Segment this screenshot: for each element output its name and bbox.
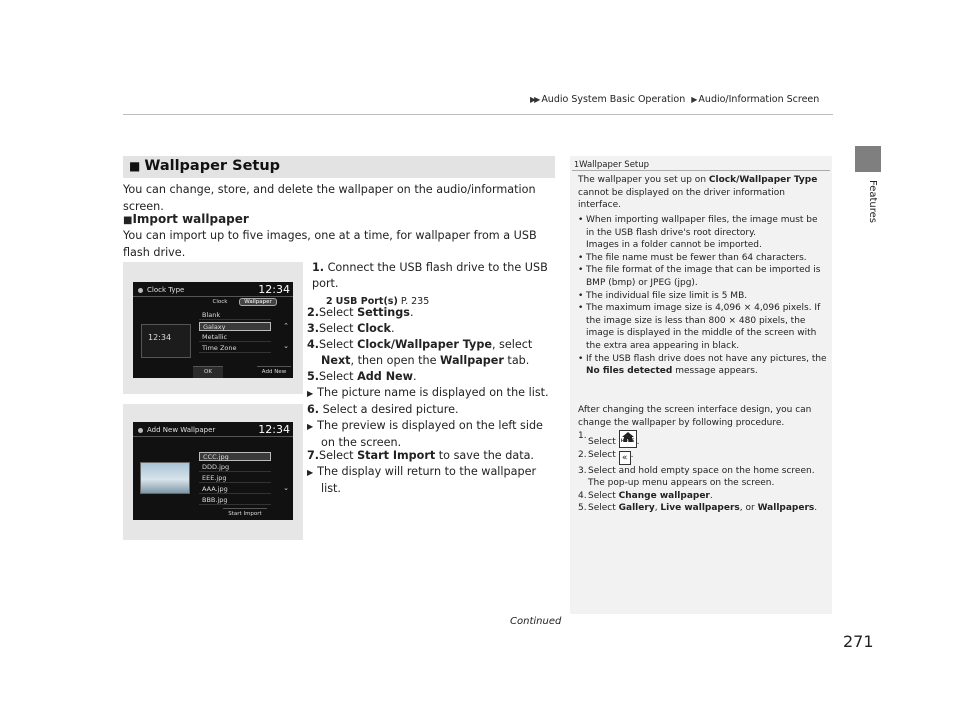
step-bold: Start Import: [357, 449, 436, 462]
step-bold: Clock: [357, 322, 391, 335]
screen-title-icon: [138, 288, 143, 293]
list-item[interactable]: Blank: [199, 311, 271, 320]
step-1: [312, 260, 552, 310]
step-4: [307, 337, 557, 369]
sidebar-step: 5. Select Gallery, Live wallpapers, or Wallpapers.: [578, 503, 818, 514]
step-text: Select: [319, 306, 358, 319]
bullet-item: [578, 353, 828, 378]
bullet-item: • The file name must be fewer than 64 characters.: [578, 252, 828, 265]
notes-sidebar: [570, 156, 832, 614]
step-text: to save the data.: [435, 449, 534, 462]
step-text: , then open the: [350, 354, 441, 367]
bullet-item: • The maximum image size is 4,096 × 4,096 pixels. If the image size is less than 800 × 480 pixels, the image is displayed in the middle of the screen with the extra area appearing in black.: [578, 302, 828, 352]
step-bold: Clock/Wallpaper Type: [357, 338, 492, 351]
list-item[interactable]: DDD.jpg: [199, 463, 271, 472]
section-square-icon: ■: [129, 159, 141, 173]
step-7: [307, 448, 557, 497]
step-text: Select a desired picture.: [322, 403, 459, 416]
sidebar-step: 4. Select Change wallpaper.: [578, 490, 713, 501]
list-item[interactable]: EEE.jpg: [199, 474, 271, 483]
continued-label: Continued: [510, 616, 562, 627]
step-number: 3.: [307, 322, 320, 335]
sidebar-step-text: Select: [588, 503, 619, 514]
step-bold: Next: [321, 354, 351, 367]
sidebar-step: 1. Select HOME .: [578, 431, 640, 447]
sidebar-title: [574, 160, 649, 170]
tab-clock[interactable]: Clock: [212, 299, 228, 305]
sidebar-step-text: , or: [739, 503, 758, 514]
import-heading-text: Import wallpaper: [132, 212, 249, 226]
step-text: Select: [319, 338, 358, 351]
sidebar-step: 2. Select « .: [578, 449, 634, 463]
sidebar-paragraph: After changing the screen interface design, you can change the wallpaper by following procedure.: [578, 405, 812, 428]
step-result-text: The preview is displayed on the left side on the screen.: [317, 419, 543, 449]
step-result: [307, 464, 557, 497]
breadcrumb: [530, 94, 819, 105]
section-title-text: Wallpaper Setup: [144, 158, 281, 174]
list-item[interactable]: BBB.jpg: [199, 496, 271, 505]
ok-button[interactable]: OK: [193, 366, 223, 378]
reference-label[interactable]: USB Port(s): [335, 296, 398, 307]
sidebar-step-bold: Change wallpaper: [618, 490, 710, 501]
step-number: 6.: [307, 403, 320, 416]
step-text: .: [390, 322, 395, 335]
step-result-text: The display will return to the wallpaper list.: [317, 465, 537, 495]
step-text: Select: [319, 449, 358, 462]
sidebar-step-text: Select: [588, 490, 619, 501]
sidebar-step-text: Select and hold empty space on the home screen.: [588, 465, 815, 476]
step-number: 2.: [307, 306, 320, 319]
wallpaper-preview: [141, 324, 191, 358]
breadcrumb-current: Audio/Information Screen: [698, 94, 820, 105]
clock-type-screen: [133, 282, 293, 378]
preview-time: 12:34: [148, 333, 172, 342]
bullet-bold: No files detected: [586, 366, 673, 377]
step-5: [307, 369, 557, 402]
step-number: 1.: [312, 261, 325, 274]
step-bold: Add New: [357, 370, 413, 383]
reference-page[interactable]: P. 235: [400, 296, 430, 307]
sidebar-title-text: Wallpaper Setup: [579, 160, 650, 170]
sidebar-steps: [578, 430, 828, 515]
result-arrow-icon: ▶: [307, 422, 314, 431]
screen-clock: 12:34: [258, 283, 290, 296]
header-rule: [123, 114, 833, 115]
sidebar-paragraph: [578, 174, 828, 212]
sidebar-bullets: [578, 214, 828, 378]
intro-text: You can change, store, and delete the wallpaper on the audio/information screen.: [123, 183, 536, 213]
add-new-wallpaper-screen: [133, 422, 293, 520]
scroll-down-icon[interactable]: ⌄: [283, 484, 289, 492]
result-arrow-icon: ▶: [307, 468, 314, 477]
bullet-text: When importing wallpaper files, the image must be in the USB flash drive's root directory.: [586, 215, 818, 238]
scroll-down-icon[interactable]: ⌄: [283, 342, 289, 350]
section-tab-label: Features: [867, 180, 878, 223]
breadcrumb-arrow-icon: ▶: [691, 95, 696, 104]
bullet-text: If the USB flash drive does not have any pictures, the: [586, 353, 827, 364]
sidebar-step: 3. Select and hold empty space on the home screen. The pop-up menu appears on the screen.: [578, 465, 815, 489]
sidebar-step-text: Select: [588, 449, 616, 460]
screen-title-icon: [138, 428, 143, 433]
step-text: tab.: [503, 354, 530, 367]
bullet-item: • The file format of the image that can be imported is BMP (bmp) or JPEG (jpg).: [578, 264, 828, 289]
sidebar-text: cannot be displayed on the driver information interface.: [578, 187, 785, 211]
step-bold: Settings: [357, 306, 410, 319]
result-arrow-icon: ▶: [307, 389, 314, 398]
list-item[interactable]: AAA.jpg: [199, 485, 271, 494]
page-number: 271: [843, 632, 874, 651]
step-number: 4.: [307, 338, 320, 351]
list-item-selected[interactable]: CCC.jpg: [199, 452, 271, 461]
step-3: [307, 321, 557, 337]
step-text: , select: [491, 338, 533, 351]
section-tab-marker: [855, 146, 881, 172]
sidebar-step-text: Select: [588, 437, 616, 447]
list-item[interactable]: Metallic: [199, 333, 271, 342]
sidebar-step-text: The pop-up menu appears on the screen.: [588, 478, 775, 489]
scroll-up-icon[interactable]: ⌃: [283, 322, 289, 330]
step-text: Select: [319, 370, 358, 383]
screen-clock: 12:34: [258, 423, 290, 436]
screen-title: Clock Type: [147, 286, 185, 294]
sidebar-step-bold: Wallpapers: [757, 503, 815, 514]
breadcrumb-arrow-icon: ▶▶: [530, 95, 539, 104]
home-icon[interactable]: [619, 430, 637, 448]
sidebar-step-bold: Gallery: [618, 503, 655, 514]
sidebar-text: The wallpaper you set up on: [578, 175, 709, 185]
import-body: You can import up to five images, one at a time, for wallpaper from a USB flash drive.: [123, 229, 537, 259]
step-6: [307, 402, 557, 451]
section-title: [123, 156, 555, 178]
step-result-text: The picture name is displayed on the list.: [317, 386, 549, 399]
subsection-square-icon: ■: [123, 215, 133, 226]
screenshot-add-new-wallpaper: [123, 404, 303, 540]
reference-icon: 2: [326, 296, 333, 307]
sidebar-bold: Clock/Wallpaper Type: [708, 175, 818, 185]
add-new-button[interactable]: Add New: [257, 366, 291, 378]
step-bold: Wallpaper: [440, 354, 504, 367]
step-result: [307, 385, 557, 402]
step-result: [307, 418, 557, 451]
sidebar-rule: [572, 170, 830, 171]
step-number: 7.: [307, 449, 320, 462]
step-number: 5.: [307, 370, 320, 383]
breadcrumb-parent: Audio System Basic Operation: [541, 94, 686, 105]
bullet-item: [578, 214, 828, 252]
bullet-text: Images in a folder cannot be imported.: [586, 240, 762, 251]
sidebar-step-bold: Live wallpapers: [660, 503, 740, 514]
step-2: [307, 305, 557, 321]
list-item[interactable]: Time Zone: [199, 344, 271, 353]
back-icon[interactable]: «: [619, 451, 631, 465]
list-item-selected[interactable]: Galaxy: [199, 322, 271, 331]
step-text: .: [412, 370, 417, 383]
step-text: .: [409, 306, 414, 319]
bullet-text: message appears.: [672, 366, 758, 377]
screenshot-clock-type: [123, 262, 303, 394]
start-import-button[interactable]: Start Import: [223, 508, 267, 520]
screen-title: Add New Wallpaper: [147, 426, 216, 434]
bullet-item: • The individual file size limit is 5 MB.: [578, 290, 828, 303]
step-text: Select: [319, 322, 358, 335]
wallpaper-preview-image: [140, 462, 190, 494]
home-icon-label: HOME: [620, 438, 635, 444]
tab-wallpaper[interactable]: Wallpaper: [239, 298, 277, 306]
note-reference-icon: 1: [574, 160, 580, 169]
step-text: Connect the USB flash drive to the USB port.: [312, 261, 548, 290]
